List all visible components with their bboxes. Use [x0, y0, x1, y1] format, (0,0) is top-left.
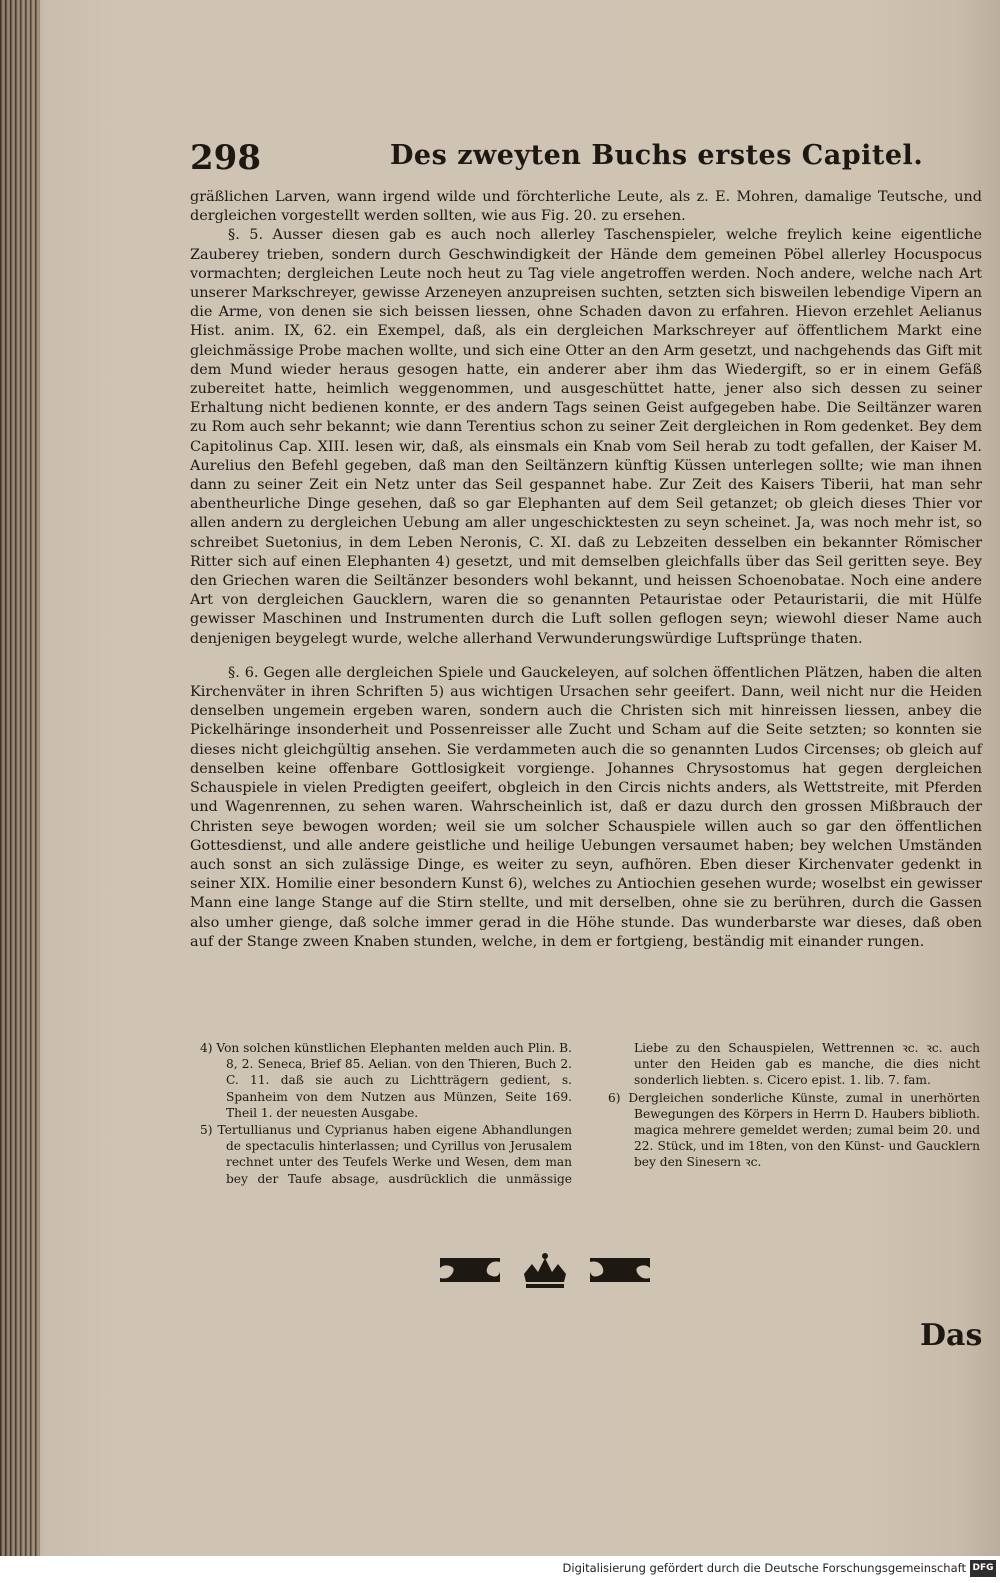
ornament-right-dot	[615, 1265, 625, 1275]
catchword: Das	[920, 1318, 983, 1353]
running-title: Des zweyten Buchs erstes Capitel.	[390, 140, 924, 171]
main-text	[190, 188, 982, 952]
ornament-vignette	[440, 1244, 650, 1294]
footnote-6: 6) Dergleichen sonderliche Künste, zumal in unerhörten Bewegungen des Körpers in Herrn D. Haubers biblioth. magica mehrere gemeldet werden; zumal beim 20. und 22. Stück, und im 18ten, von den Künst- und Gaucklern bey den Sinesern ꝛc.	[608, 1090, 980, 1170]
page-header	[190, 138, 990, 182]
footnote-5: 5) Tertullianus und Cyprianus haben eigene Abhandlungen de spectaculis hinterlassen; und Cyrillus von Jerusalem rechnet unter des Teufels Werke und Wesen, dem man bey der Taufe absage, ausdrücklich die unmässige Liebe zu den Schauspielen, Wettrennen ꝛc. ꝛc. auch unter den Heiden gab es manche, die dies nicht sonderlich liebten. s. Cicero epist. 1. lib. 7. fam.	[200, 1041, 980, 1186]
paragraph-continuation: gräßlichen Larven, wann irgend wilde und förchterliche Leute, als z. E. Mohren, damalige Teutsche, und dergleichen vorgestellt werden sollten, wie aus Fig. 20. zu ersehen.	[190, 189, 982, 225]
digitization-footer	[0, 1556, 1000, 1583]
paragraph-section-5: §. 5. Ausser diesen gab es auch noch allerley Taschenspieler, welche freylich keine eigentliche Zauberey trieben, sondern durch Geschwindigkeit der Hände dem gemeinen Pöbel allerley Hocuspocus vormachten; dergleichen Leute noch heut zu Tag viele angetroffen werden. Noch andere, welche nach Art unserer Markschreyer, gewisse Arzeneyen anzupreisen suchten, setzten sich bisweilen lebendige Vipern an die Arme, von denen sie sich beissen liessen, ohne Schaden davon zu erfahren. Hievon erzehlet Aelianus Hist. anim. IX, 62. ein Exempel, daß, als ein dergleichen Markschreyer auf öffentlichem Markt eine gleichmässige Probe machen wollte, und sich eine Otter an den Arm gesetzt, und nachgehends das Gift mit dem Mund wieder heraus gesogen hatte, ein anderer aber ihm das Wiedergift, so er in einem Gefäß zubereitet hatte, heimlich weggenommen, und ausgeschüttet hatte, jener also sich dessen zu seiner Erhaltung nicht bedienen konnte, er des andern Tags seinen Geist aufgegeben habe. Die Seiltänzer waren zu Rom auch sehr bekannt; wie dann Terentius schon zu seiner Zeit dergleichen in Rom gedenket. Bey dem Capitolinus Cap. XIII. lesen wir, daß, als einsmals ein Knab vom Seil herab zu todt gefallen, der Kaiser M. Aurelius den Befehl gegeben, daß man den Seiltänzern künftig Küssen unterlegen sollte; wie man ihnen dann zu seiner Zeit ein Netz unter das Seil gespannet habe. Zur Zeit des Kaisers Tiberii, hat man sehr abentheurliche Dinge gesehen, daß so gar Elephanten auf dem Seil getanzet; ob gleich dieses Thier vor allen andern zu dergleichen Uebung am aller ungeschicktesten zu seyn scheinet. Ja, was noch mehr ist, so schreibet Suetonius, in dem Leben Neronis, C. XI. daß zu Lebzeiten desselben ein bekannter Römischer Ritter sich auf einen Elephanten 4) gesetzt, und mit demselben gleichfalls über das Seil geritten seye. Bey den Griechen waren die Seiltänzer besonders wohl bekannt, und heissen Schoenobatae. Noch eine andere Art von dergleichen Gaucklern, waren die so genannten Petauristae oder Petauristarii, die mit Hülfe gewisser Maschinen und Instrumenten durch die Luft sollen geflogen seyn; wiewohl dieser Name auch denjenigen beygelegt wurde, welche allerhand Verwunderungswürdige Luftsprünge thaten.	[190, 227, 982, 647]
funding-credit: Digitalisierung gefördert durch die Deutsche Forschungsgemeinschaft	[562, 1561, 966, 1575]
ornament-left-dot	[465, 1265, 475, 1275]
footnote-4: 4) Von solchen künstlichen Elephanten melden auch Plin. B. 8, 2. Seneca, Brief 85. Aelian. von den Thieren, Buch 2. C. 11. daß sie auch zu Lichtträgern gedient, s. Spanheim von dem Nutzen aus Münzen, Seite 169. Theil 1. der neuesten Ausgabe.	[200, 1041, 572, 1120]
book-page	[40, 0, 1000, 1556]
book-spine-edge	[0, 0, 40, 1583]
footnotes	[200, 1040, 980, 1187]
crown-icon	[524, 1258, 566, 1282]
dfg-logo-icon: DFG	[970, 1560, 996, 1577]
paragraph-section-6: §. 6. Gegen alle dergleichen Spiele und Gauckeleyen, auf solchen öffentlichen Plätzen, haben die alten Kirchenväter in ihren Schriften 5) aus wichtigen Ursachen sehr geeifert. Dann, weil nicht nur die Heiden denselben ungemein ergeben waren, sondern auch die Christen sich mit hinreissen liessen, anbey die Pickelhäringe insonderheit und Possenreisser alle Zucht und Scham auf die Seite setzten; so konnten sie dieses nicht gleichgültig ansehen. Sie verdammeten auch die so genannten Ludos Circenses; ob gleich auf denselben keine offenbare Gottlosigkeit vorgienge. Johannes Chrysostomus hat gegen dergleichen Schauspiele in vielen Predigten geeifert, obgleich in den Circis nichts anders, als Wettstreite, mit Pferden und Wagenrennen, zu sehen waren. Wahrscheinlich ist, daß er dazu durch den grossen Mißbrauch der Christen seye bewogen worden; weil sie um solcher Schauspiele willen auch so gar den öffentlichen Gottesdienst, und alle andere geistliche und heilige Uebungen versaumet haben; bey welchen Umständen auch sonst an sich zulässige Dinge, es weiter zu seyn, aufhören. Eben dieser Kirchenvater gedenkt in seiner XIX. Homilie einer besondern Kunst 6), welches zu Antiochien gesehen wurde; woselbst ein gewisser Mann eine lange Stange auf die Stirn stellte, und mit derselben, ohne sie zu berühren, durch die Gassen also umher gienge, daß solche immer gerad in die Höhe stunde. Das wunderbarste war dieses, daß oben auf der Stange zween Knaben stunden, welche, in dem er fortgieng, beständig mit einander rungen.	[190, 664, 982, 950]
page-number: 298	[190, 138, 261, 178]
